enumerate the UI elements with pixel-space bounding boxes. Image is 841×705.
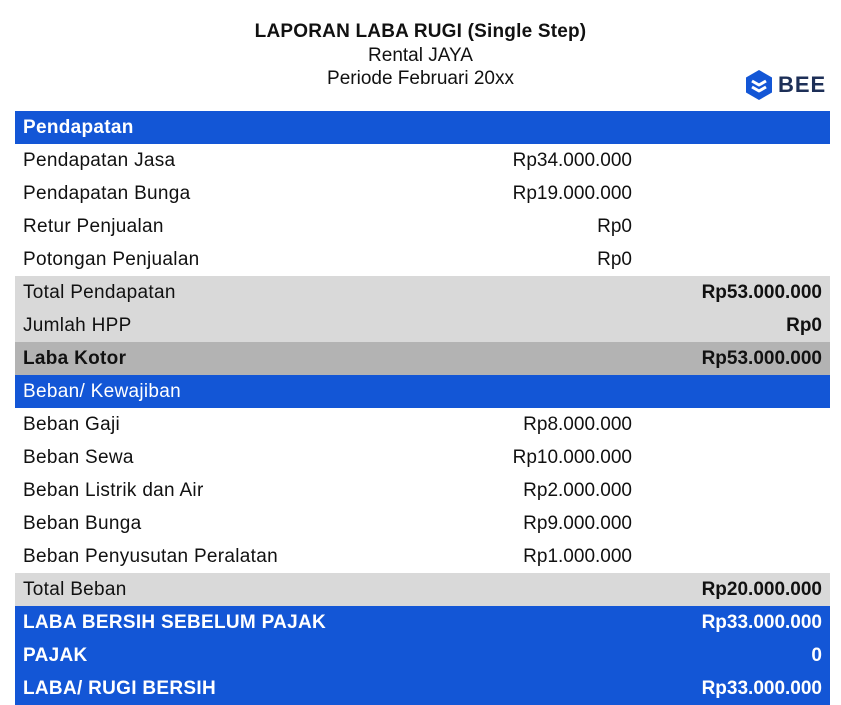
row-label: Total Pendapatan [23,281,176,303]
table-row [15,540,830,573]
row-label: Beban Sewa [23,446,134,468]
row-total: Rp33.000.000 [701,677,822,699]
row-label: Beban Bunga [23,512,142,534]
report-period: Periode Februari 20xx [327,68,514,89]
row-label: Pendapatan Bunga [23,182,191,204]
row-label: Retur Penjualan [23,215,164,237]
net-profit-row [15,672,830,705]
row-label: Beban Penyusutan Peralatan [23,545,278,567]
total-expenses-row [15,573,830,606]
total-revenue-row [15,276,830,309]
row-value: Rp0 [597,215,632,237]
row-total: Rp20.000.000 [701,578,822,600]
company-name: Rental JAYA [368,45,473,66]
row-total: Rp53.000.000 [701,281,822,303]
row-label: Beban/ Kewajiban [23,380,181,402]
row-label: Potongan Penjualan [23,248,200,270]
row-label: Beban Listrik dan Air [23,479,204,501]
row-value: Rp34.000.000 [512,149,632,171]
table-row [15,408,830,441]
row-label: LABA/ RUGI BERSIH [23,677,216,699]
row-total: Rp33.000.000 [701,611,822,633]
bee-logo [745,68,826,102]
row-label: Jumlah HPP [23,314,132,336]
row-label: Pendapatan Jasa [23,149,176,171]
profit-before-tax-row [15,606,830,639]
tax-row [15,639,830,672]
table-row [15,144,830,177]
revenue-heading [15,111,830,144]
row-label: Laba Kotor [23,347,127,369]
row-total: Rp0 [786,314,822,336]
row-total: 0 [811,644,822,666]
gross-profit-row [15,342,830,375]
row-label: LABA BERSIH SEBELUM PAJAK [23,611,327,633]
table-row [15,474,830,507]
row-value: Rp8.000.000 [523,413,632,435]
row-value: Rp2.000.000 [523,479,632,501]
row-value: Rp1.000.000 [523,545,632,567]
row-label: Pendapatan [23,116,134,138]
table-row [15,210,830,243]
row-label: PAJAK [23,644,88,666]
report-header [0,20,841,90]
row-total: Rp53.000.000 [701,347,822,369]
table-row [15,441,830,474]
row-value: Rp9.000.000 [523,512,632,534]
row-value: Rp0 [597,248,632,270]
table-row [15,177,830,210]
report-title: LAPORAN LABA RUGI (Single Step) [254,21,587,42]
table-row [15,243,830,276]
bee-hexagon-icon [745,69,773,101]
row-label: Beban Gaji [23,413,121,435]
row-value: Rp19.000.000 [512,182,632,204]
table-row [15,507,830,540]
row-value: Rp10.000.000 [512,446,632,468]
row-label: Total Beban [23,578,127,600]
expenses-heading [15,375,830,408]
hpp-row [15,309,830,342]
logo-text: BEE [778,72,827,97]
income-statement-table [15,111,830,705]
